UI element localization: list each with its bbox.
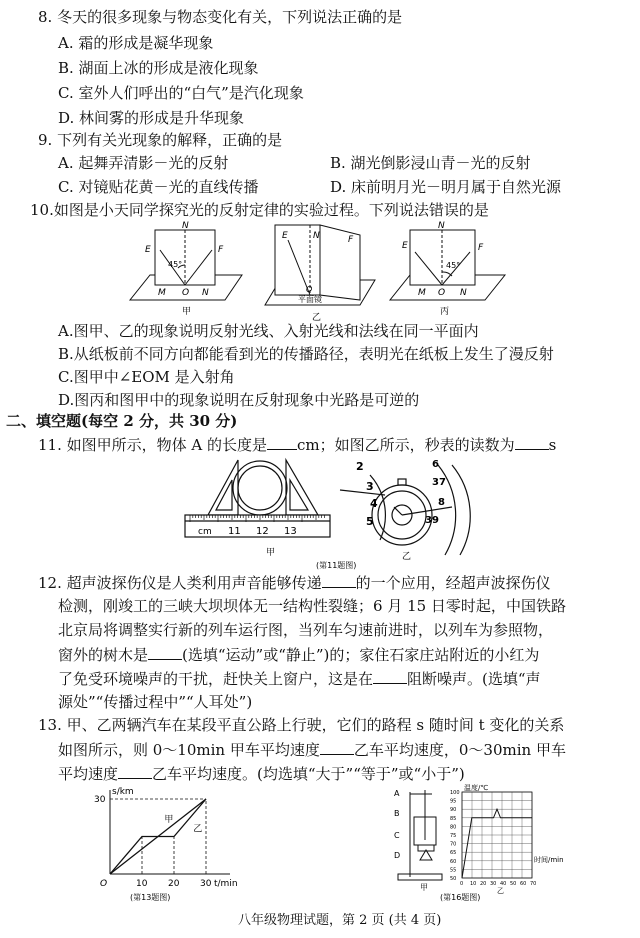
q12-line-5 <box>58 669 541 688</box>
y-tick-label: 75 <box>450 833 457 839</box>
stopwatch <box>340 465 470 555</box>
label-n2-bing: N <box>460 288 467 298</box>
q11-text-a: 11. 如图甲所示，物体 A 的长度是 <box>38 436 267 454</box>
temperature-grid <box>462 792 532 878</box>
y-tick-label: 85 <box>450 815 457 822</box>
x-tick-label: 30 <box>490 881 497 887</box>
label-f-jia: F <box>218 245 224 255</box>
q11-text-c: s <box>548 436 557 454</box>
q11-text-b: cm；如图乙所示，秒表的读数为 <box>297 436 515 454</box>
apparatus-label: B <box>394 809 400 818</box>
x-tick-label: 70 <box>530 881 537 887</box>
q8-option-d: D. 林间雾的形成是升华现象 <box>58 109 245 127</box>
q13-line-2 <box>58 740 566 759</box>
x-tick-label: 20 <box>480 881 487 887</box>
apparatus-label: D <box>394 851 401 860</box>
label-o-jia: O <box>182 288 190 298</box>
label-f-bing: F <box>478 243 484 253</box>
label-n-jia: N <box>182 221 189 231</box>
q8-option-c: C. 室外人们呼出的“白气”是汽化现象 <box>58 84 304 102</box>
y-tick-label: 70 <box>450 841 457 848</box>
q9-option-a: A. 起舞弄清影－光的反射 <box>58 154 229 172</box>
q13-st-chart <box>90 782 250 904</box>
x-tick-label: 20 <box>168 879 180 889</box>
label-yi: 乙 <box>312 313 322 323</box>
stopwatch-label-37: 37 <box>432 477 446 488</box>
label-bing: 丙 <box>440 307 450 317</box>
q8-stem: 8. 冬天的很多现象与物态变化有关，下列说法正确的是 <box>38 8 403 26</box>
stopwatch-label-5: 5 <box>366 515 374 528</box>
q9-option-d: D. 床前明月光－明月属于自然光源 <box>330 178 562 196</box>
q10-option-d: D.图丙和图甲中的现象说明在反射现象中光路是可逆的 <box>58 391 420 409</box>
label-m-bing: M <box>418 288 426 298</box>
x-tick-label: 10 <box>470 881 477 887</box>
q9-option-b: B. 湖光倒影浸山青－光的反射 <box>330 154 531 172</box>
apparatus-label: A <box>394 789 400 798</box>
sub-label-jia: 甲 <box>420 883 428 892</box>
x-tick-label: 50 <box>510 881 517 887</box>
sub-label-yi: 乙 <box>497 887 504 895</box>
series-label-jia: 甲 <box>164 815 174 825</box>
q8-option-b: B. 湖面上冰的形成是液化现象 <box>58 59 259 77</box>
q12-blank-2[interactable] <box>148 645 182 660</box>
q12-line-5b: 阻断噪声。(选填“声 <box>407 670 541 688</box>
stopwatch-label-2: 2 <box>356 460 364 473</box>
q8-option-a: A. 霜的形成是凝华现象 <box>58 34 214 52</box>
chart13-caption: (第13题图) <box>130 893 171 902</box>
ruler-label-13: 13 <box>284 526 297 537</box>
q11-sub-yi: 乙 <box>402 552 412 562</box>
q12-blank-3[interactable] <box>373 669 407 684</box>
q10-option-c: C.图甲中∠EOM 是入射角 <box>58 368 235 386</box>
q10-option-b: B.从纸板前不同方向都能看到光的传播路径，表明光在纸板上发生了漫反射 <box>58 345 554 363</box>
label-e-yi: E <box>282 231 288 241</box>
q11-sub-jia: 甲 <box>266 548 276 558</box>
x-axis-label: t/min <box>214 879 238 889</box>
apparatus-label: C <box>394 831 400 840</box>
stopwatch-label-6: 6 <box>432 459 439 470</box>
q11-text <box>38 435 556 454</box>
q12-line-1b: 的一个应用，经超声波探伤仪 <box>355 574 551 592</box>
q11-blank-2[interactable] <box>515 435 549 450</box>
y-tick-label: 65 <box>450 850 457 857</box>
q13-blank-2[interactable] <box>118 764 152 779</box>
stopwatch-label-4: 4 <box>370 497 378 510</box>
q12-blank-1[interactable] <box>322 573 356 588</box>
q12-line-6: 源处”“传播过程中”“人耳处”) <box>58 693 253 711</box>
q12-line-1 <box>38 573 551 592</box>
q12-line-5a: 了免受环境噪声的干扰，赶快关上窗户，这是在 <box>58 670 374 688</box>
series-label-yi: 乙 <box>193 824 203 835</box>
y-axis-label: s/km <box>112 787 134 797</box>
x-axis-label: 时间/min <box>534 856 564 864</box>
label-n2-jia: N <box>202 288 209 298</box>
q11-figure <box>180 455 470 570</box>
y-tick-label: 60 <box>450 858 457 865</box>
label-m-jia: M <box>158 288 166 298</box>
q16-figure <box>390 782 564 904</box>
ruler-label-cm: cm <box>198 527 212 537</box>
label-n-bing: N <box>438 221 445 231</box>
label-o-yi: O <box>306 285 313 294</box>
stopwatch-label-3: 3 <box>366 480 374 493</box>
origin-label: O <box>100 879 108 889</box>
ruler-label-11: 11 <box>228 526 241 537</box>
label-o-bing: O <box>438 288 446 298</box>
chart16-caption: (第16题图) <box>440 893 481 902</box>
label-e-jia: E <box>145 245 151 255</box>
q13-line-2b: 乙车平均速度，0～30min 甲车 <box>353 741 566 759</box>
heating-apparatus <box>398 790 442 880</box>
label-n-yi: N <box>313 231 320 241</box>
label-mirror-yi: 平面镜 <box>298 295 322 304</box>
q12-line-4 <box>58 645 539 664</box>
q13-line-1: 13. 甲、乙两辆汽车在某段平直公路上行驶，它们的路程 s 随时间 t 变化的关系 <box>38 716 565 734</box>
page-footer: 八年级物理试题，第 2 页 (共 4 页) <box>238 913 442 928</box>
y-tick-label: 80 <box>450 824 457 831</box>
x-tick-label: 60 <box>520 881 527 887</box>
x-tick-label: 0 <box>460 881 464 887</box>
x-tick-label: 30 <box>200 879 212 889</box>
q13-line-3 <box>58 764 465 783</box>
y-tick-label: 50 <box>450 876 457 882</box>
ruler-label-12: 12 <box>256 526 269 537</box>
label-angle-bing: 45° <box>446 261 461 270</box>
label-jia: 甲 <box>182 307 192 317</box>
y-tick-label: 55 <box>450 867 457 874</box>
label-f-yi: F <box>348 235 354 245</box>
q12-line-2: 检测，刚竣工的三峡大坝坝体无一结构性裂缝；6 月 15 日零时起，中国铁路 <box>58 597 566 615</box>
y-axis-label: 温度/℃ <box>464 784 489 792</box>
x-tick-label: 10 <box>136 879 148 889</box>
q13-line-3b: 乙车平均速度。(均选填“大于”“等于”或“小于”) <box>152 765 465 783</box>
y-tick-label: 30 <box>94 795 106 805</box>
stopwatch-label-8: 8 <box>438 497 445 508</box>
q11-blank-1[interactable] <box>267 435 297 450</box>
q10-option-a: A.图甲、乙的现象说明反射光线、入射光线和法线在同一平面内 <box>58 322 479 340</box>
q12-line-4a: 窗外的树木是 <box>58 646 149 664</box>
label-angle-jia: 45° <box>168 260 183 269</box>
q9-stem: 9. 下列有关光现象的解释，正确的是 <box>38 131 283 149</box>
y-tick-label: 95 <box>450 798 457 805</box>
q11-caption: (第11题图) <box>316 561 357 570</box>
q13-line-3a: 平均速度 <box>58 765 119 783</box>
q13-line-2a: 如图所示，则 0～10min 甲车平均速度 <box>58 741 320 759</box>
label-e-bing: E <box>402 241 408 251</box>
q10-stem: 10.如图是小天同学探究光的反射定律的实验过程。下列说法错误的是 <box>30 201 489 219</box>
y-tick-label: 90 <box>450 807 457 814</box>
y-tick-label: 100 <box>450 790 460 796</box>
q12-line-4b: (选填“运动”或“静止”)的；家住石家庄站附近的小红为 <box>182 646 540 664</box>
section-title: 二、填空题(每空 2 分，共 30 分) <box>6 412 238 430</box>
q12-line-3: 北京局将调整实行新的列车运行图，当列车匀速前进时，以列车为参照物， <box>58 621 554 639</box>
q9-option-c: C. 对镜贴花黄－光的直线传播 <box>58 178 259 196</box>
q13-blank-1[interactable] <box>320 740 354 755</box>
x-tick-label: 40 <box>500 881 507 887</box>
q12-line-1a: 12. 超声波探伤仪是人类利用声音能够传递 <box>38 574 322 592</box>
reflection-experiment-figure <box>120 220 530 330</box>
stopwatch-label-39: 39 <box>425 515 439 526</box>
